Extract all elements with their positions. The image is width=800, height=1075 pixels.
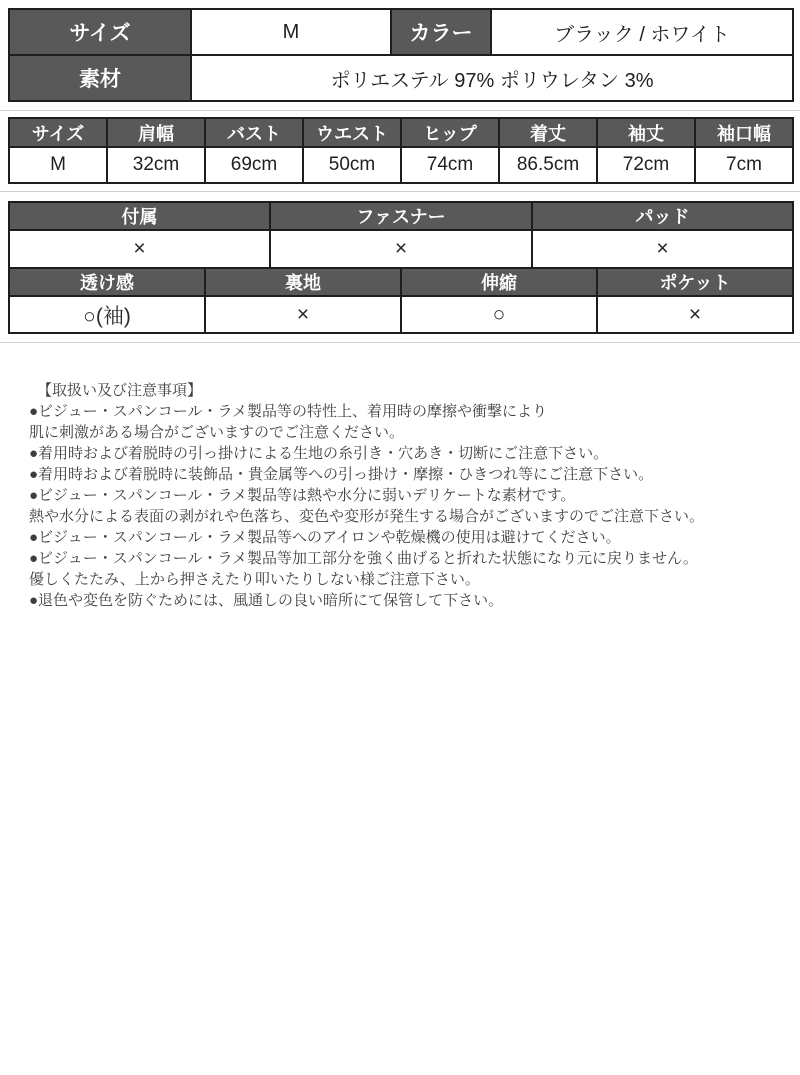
care-note-line: ●ビジュー・スパンコール・ラメ製品等の特性上、着用時の摩擦や衝撃により xyxy=(29,403,548,420)
measure-header-shoulder: 肩幅 xyxy=(107,118,205,147)
care-notes-title: 【取扱い及び注意事項】 xyxy=(37,382,203,399)
feature-value-fastener: × xyxy=(270,230,532,268)
section-divider xyxy=(0,191,800,192)
feature-header-pad: パッド xyxy=(532,202,793,230)
measure-value-cuff: 7cm xyxy=(695,147,793,183)
feature-value-pad: × xyxy=(532,230,793,268)
care-note-line: 肌に刺激がある場合がございますのでご注意ください。 xyxy=(29,424,405,441)
care-note-line: ●着用時および着脱時の引っ掛けによる生地の糸引き・穴あき・切断にご注意下さい。 xyxy=(29,445,609,462)
care-note-line: 熱や水分による表面の剥がれや色落ち、変色や変形が発生する場合がございますのでご注意下さい。 xyxy=(29,508,705,525)
measure-header-bust: バスト xyxy=(205,118,303,147)
feature-value-lining: × xyxy=(205,296,401,333)
measure-header-size: サイズ xyxy=(9,118,107,147)
measure-value-size: M xyxy=(9,147,107,183)
size-color-material-table xyxy=(8,8,794,102)
measure-value-sleeve: 72cm xyxy=(597,147,695,183)
measure-header-hip: ヒップ xyxy=(401,118,499,147)
measure-header-cuff: 袖口幅 xyxy=(695,118,793,147)
care-note-line: 優しくたたみ、上から押さえたり叩いたりしない様ご注意下さい。 xyxy=(29,571,480,588)
feature-value-pocket: × xyxy=(597,296,793,333)
measure-value-shoulder: 32cm xyxy=(107,147,205,183)
care-note-line: ●着用時および着脱時に装飾品・貴金属等への引っ掛け・摩擦・ひきつれ等にご注意下さい。 xyxy=(29,466,654,483)
care-note-line: ●ビジュー・スパンコール・ラメ製品等へのアイロンや乾燥機の使用は避けてください。 xyxy=(29,529,621,546)
measure-value-length: 86.5cm xyxy=(499,147,597,183)
color-value: ブラック / ホワイト xyxy=(491,9,793,55)
feature-header-pocket: ポケット xyxy=(597,268,793,296)
measure-value-bust: 69cm xyxy=(205,147,303,183)
product-spec-page xyxy=(0,8,800,611)
measurements-table xyxy=(8,117,794,184)
measure-value-hip: 74cm xyxy=(401,147,499,183)
size-label: サイズ xyxy=(9,9,191,55)
feature-value-accessory: × xyxy=(9,230,270,268)
care-notes xyxy=(0,380,800,611)
material-value: ポリエステル 97% ポリウレタン 3% xyxy=(191,55,793,101)
table-row xyxy=(9,147,793,183)
care-note-line: ●ビジュー・スパンコール・ラメ製品等加工部分を強く曲げると折れた状態になり元に戻りません。 xyxy=(29,550,698,567)
measure-header-sleeve: 袖丈 xyxy=(597,118,695,147)
features-table-b xyxy=(8,267,794,334)
features-table-a xyxy=(8,201,794,269)
feature-value-stretch: ○ xyxy=(401,296,597,333)
feature-header-fastener: ファスナー xyxy=(270,202,532,230)
measure-value-waist: 50cm xyxy=(303,147,401,183)
material-label: 素材 xyxy=(9,55,191,101)
table-row xyxy=(9,230,793,268)
color-label: カラー xyxy=(391,9,491,55)
section-divider xyxy=(0,342,800,343)
care-note-line: ●ビジュー・スパンコール・ラメ製品等は熱や水分に弱いデリケートな素材です。 xyxy=(29,487,576,504)
measure-header-length: 着丈 xyxy=(499,118,597,147)
section-divider xyxy=(0,110,800,111)
feature-header-stretch: 伸縮 xyxy=(401,268,597,296)
feature-header-lining: 裏地 xyxy=(205,268,401,296)
table-row xyxy=(9,296,793,333)
size-value: M xyxy=(191,9,391,55)
care-note-line: ●退色や変色を防ぐためには、風通しの良い暗所にて保管して下さい。 xyxy=(29,592,504,609)
measure-header-waist: ウエスト xyxy=(303,118,401,147)
feature-header-accessory: 付属 xyxy=(9,202,270,230)
feature-value-sheer: ○(袖) xyxy=(9,296,205,333)
feature-header-sheer: 透け感 xyxy=(9,268,205,296)
